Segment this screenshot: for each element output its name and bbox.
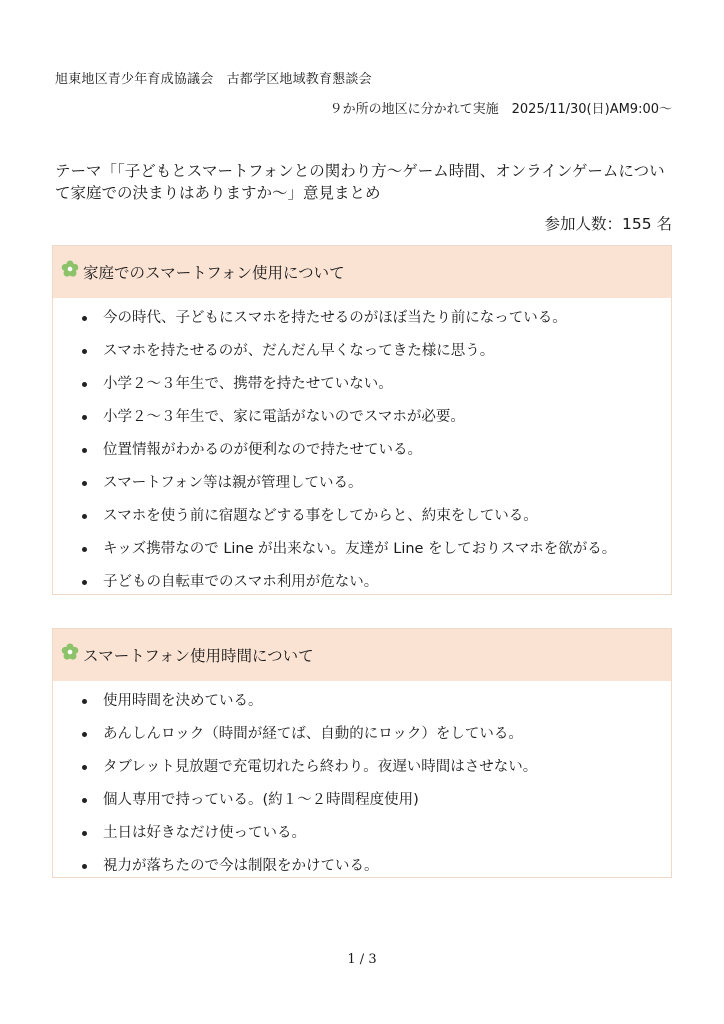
- list-item: 使用時間を決めている。: [53, 685, 671, 718]
- bullet-icon: [82, 831, 87, 836]
- flower-icon: [61, 643, 79, 661]
- bullet-icon: [82, 765, 87, 770]
- list-item: 個人専用で持っている。(約１～２時間程度使用): [53, 784, 671, 817]
- list-item: スマホを持たせるのが、だんだん早くなってきた様に思う。: [53, 335, 671, 368]
- section-home-usage: [52, 245, 672, 595]
- page-number: 1 / 3: [347, 952, 377, 967]
- list-item: 子どもの自転車でのスマホ利用が危ない。: [53, 566, 671, 599]
- list-item: 小学２～３年生で、携帯を持たせていない。: [53, 368, 671, 401]
- date-line: ９か所の地区に分かれて実施 2025/11/30(日)AM9:00～: [329, 102, 672, 117]
- bullet-icon: [82, 732, 87, 737]
- organizations: 旭東地区青少年育成協議会 古都学区地域教育懇談会: [55, 72, 372, 87]
- list-item: スマホを使う前に宿題などする事をしてからと、約束をしている。: [53, 500, 671, 533]
- list-item: キッズ携帯なので Line が出来ない。友達が Line をしておりスマホを欲がる。: [53, 533, 671, 566]
- list-item: 視力が落ちたので今は制限をかけている。: [53, 850, 671, 883]
- bullet-icon: [82, 514, 87, 519]
- theme-title: テーマ「「子どもとスマートフォンとの関わり方～ゲーム時間、オンラインゲームについて家庭での決まりはありますか～」意見まとめ: [55, 162, 665, 202]
- section-header: [53, 629, 671, 681]
- list-item: スマートフォン等は親が管理している。: [53, 467, 671, 500]
- participants-count: 参加人数：155 名: [544, 215, 672, 233]
- bullet-icon: [82, 349, 87, 354]
- list-item: あんしんロック（時間が経てば、自動的にロック）をしている。: [53, 718, 671, 751]
- list-item: 今の時代、子どもにスマホを持たせるのがほぼ当たり前になっている。: [53, 302, 671, 335]
- item-list: [53, 298, 671, 599]
- section-header: [53, 246, 671, 298]
- list-item: 位置情報がわかるのが便利なので持たせている。: [53, 434, 671, 467]
- bullet-icon: [82, 864, 87, 869]
- bullet-icon: [82, 481, 87, 486]
- bullet-icon: [82, 316, 87, 321]
- bullet-icon: [82, 699, 87, 704]
- section-title: スマートフォン使用時間について: [83, 647, 314, 665]
- list-item: タブレット見放題で充電切れたら終わり。夜遅い時間はさせない。: [53, 751, 671, 784]
- list-item: 土日は好きなだけ使っている。: [53, 817, 671, 850]
- item-list: [53, 681, 671, 883]
- section-usage-time: [52, 628, 672, 878]
- bullet-icon: [82, 798, 87, 803]
- bullet-icon: [82, 547, 87, 552]
- bullet-icon: [82, 415, 87, 420]
- bullet-icon: [82, 580, 87, 585]
- section-title: 家庭でのスマートフォン使用について: [83, 264, 345, 282]
- flower-icon: [61, 260, 79, 278]
- list-item: 小学２～３年生で、家に電話がないのでスマホが必要。: [53, 401, 671, 434]
- bullet-icon: [82, 382, 87, 387]
- bullet-icon: [82, 448, 87, 453]
